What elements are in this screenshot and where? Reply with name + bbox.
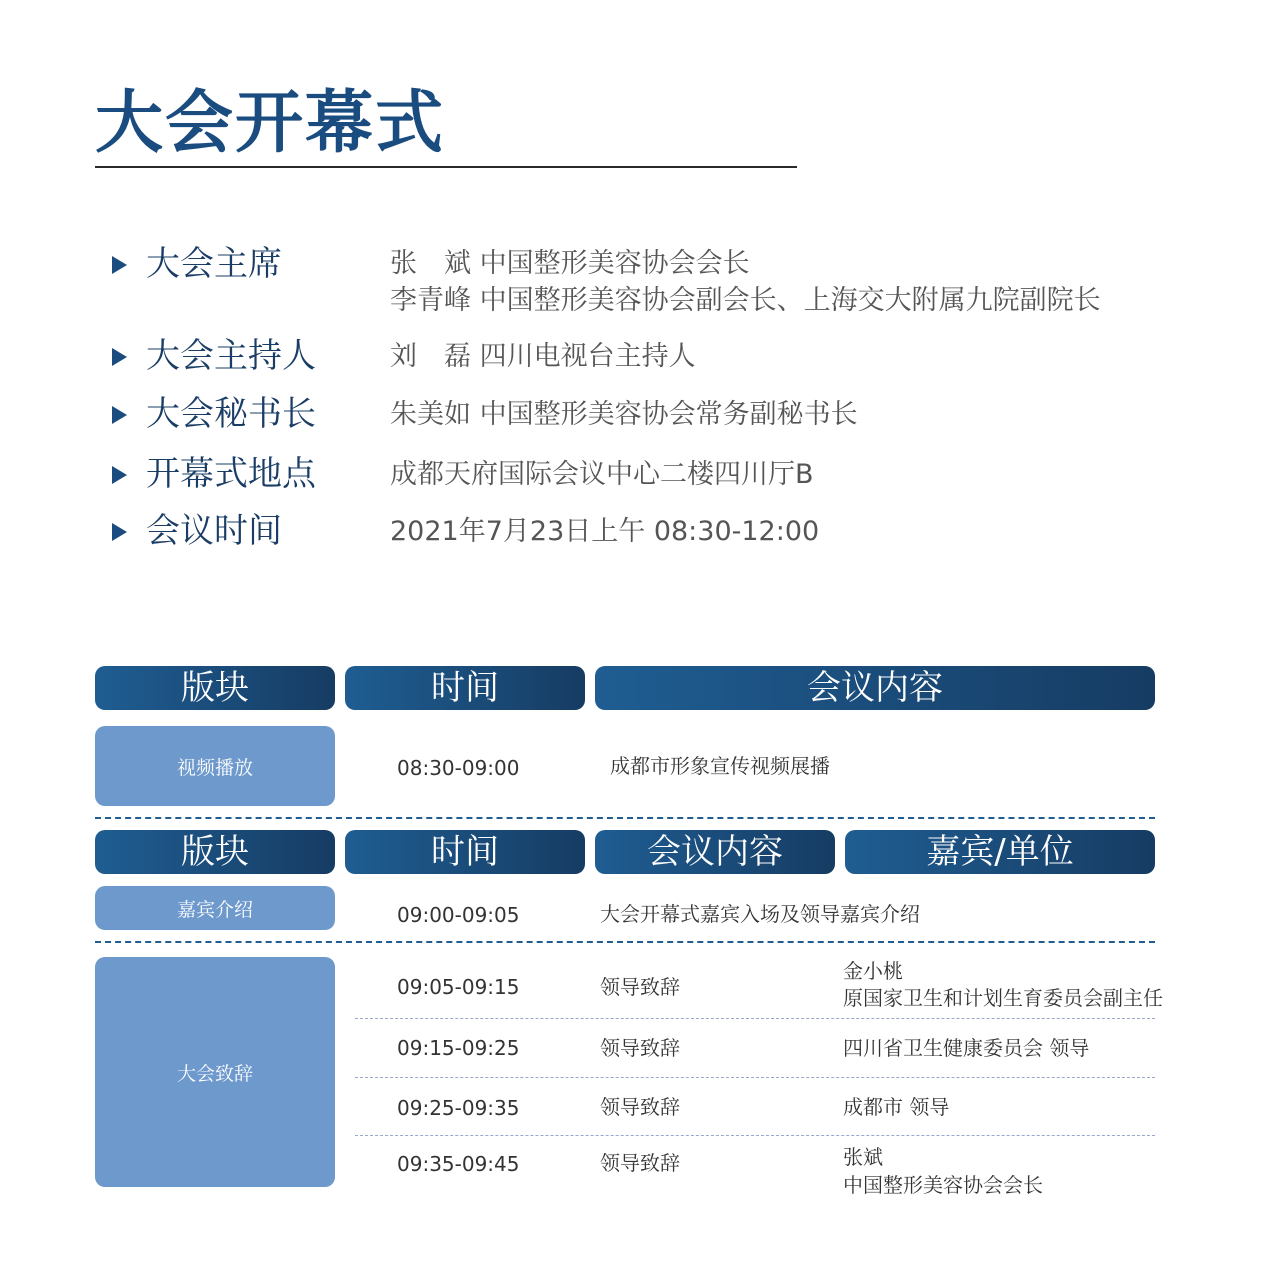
guest-cell: 张斌	[843, 1145, 883, 1169]
content-cell: 领导致辞	[600, 1036, 680, 1060]
page-title: 大会开幕式	[95, 84, 446, 163]
info-label: 开幕式地点	[146, 454, 316, 494]
content-cell: 大会开幕式嘉宾入场及领导嘉宾介绍	[600, 902, 920, 926]
section-block-video: 视频播放	[95, 726, 335, 806]
time-cell: 09:05-09:15	[397, 975, 520, 999]
bullet-triangle-icon	[112, 256, 127, 274]
info-label: 大会主席	[146, 244, 282, 284]
bullet-triangle-icon	[112, 406, 127, 424]
guest-cell: 四川省卫生健康委员会 领导	[843, 1036, 1090, 1060]
info-value: 2021年7月23日上午 08:30-12:00	[390, 516, 820, 547]
bullet-triangle-icon	[112, 466, 127, 484]
section-block-intro: 嘉宾介绍	[95, 886, 335, 930]
info-value: 张 斌 中国整形美容协会会长	[390, 248, 750, 279]
table2-header-content: 会议内容	[595, 830, 835, 874]
table2-header-guest: 嘉宾/单位	[845, 830, 1155, 874]
bullet-triangle-icon	[112, 348, 127, 366]
content-cell: 成都市形象宣传视频展播	[610, 754, 830, 778]
info-value: 朱美如 中国整形美容协会常务副秘书长	[390, 399, 858, 430]
section-block-speech: 大会致辞	[95, 957, 335, 1187]
table1-header-section: 版块	[95, 666, 335, 710]
title-divider	[95, 166, 797, 168]
row-divider	[355, 1018, 1155, 1019]
time-cell: 08:30-09:00	[397, 756, 520, 780]
info-label: 大会秘书长	[146, 394, 316, 434]
section-divider	[95, 817, 1155, 819]
time-cell: 09:00-09:05	[397, 903, 520, 927]
guest-cell: 原国家卫生和计划生育委员会副主任	[843, 986, 1163, 1010]
content-cell: 领导致辞	[600, 1095, 680, 1119]
guest-cell: 中国整形美容协会会长	[843, 1173, 1043, 1197]
row-divider	[355, 1077, 1155, 1078]
info-value: 成都天府国际会议中心二楼四川厅B	[390, 459, 814, 490]
info-value: 李青峰 中国整形美容协会副会长、上海交大附属九院副院长	[390, 285, 1101, 316]
section-divider	[95, 941, 1155, 943]
content-cell: 领导致辞	[600, 1151, 680, 1175]
guest-cell: 金小桃	[843, 959, 903, 983]
time-cell: 09:25-09:35	[397, 1096, 520, 1120]
row-divider	[355, 1135, 1155, 1136]
table1-header-time: 时间	[345, 666, 585, 710]
info-value: 刘 磊 四川电视台主持人	[390, 341, 696, 372]
time-cell: 09:15-09:25	[397, 1036, 520, 1060]
info-label: 大会主持人	[146, 336, 316, 376]
table2-header-time: 时间	[345, 830, 585, 874]
table1-header-content: 会议内容	[595, 666, 1155, 710]
info-label: 会议时间	[146, 511, 282, 551]
time-cell: 09:35-09:45	[397, 1152, 520, 1176]
bullet-triangle-icon	[112, 523, 127, 541]
content-cell: 领导致辞	[600, 975, 680, 999]
table2-header-section: 版块	[95, 830, 335, 874]
guest-cell: 成都市 领导	[843, 1095, 950, 1119]
